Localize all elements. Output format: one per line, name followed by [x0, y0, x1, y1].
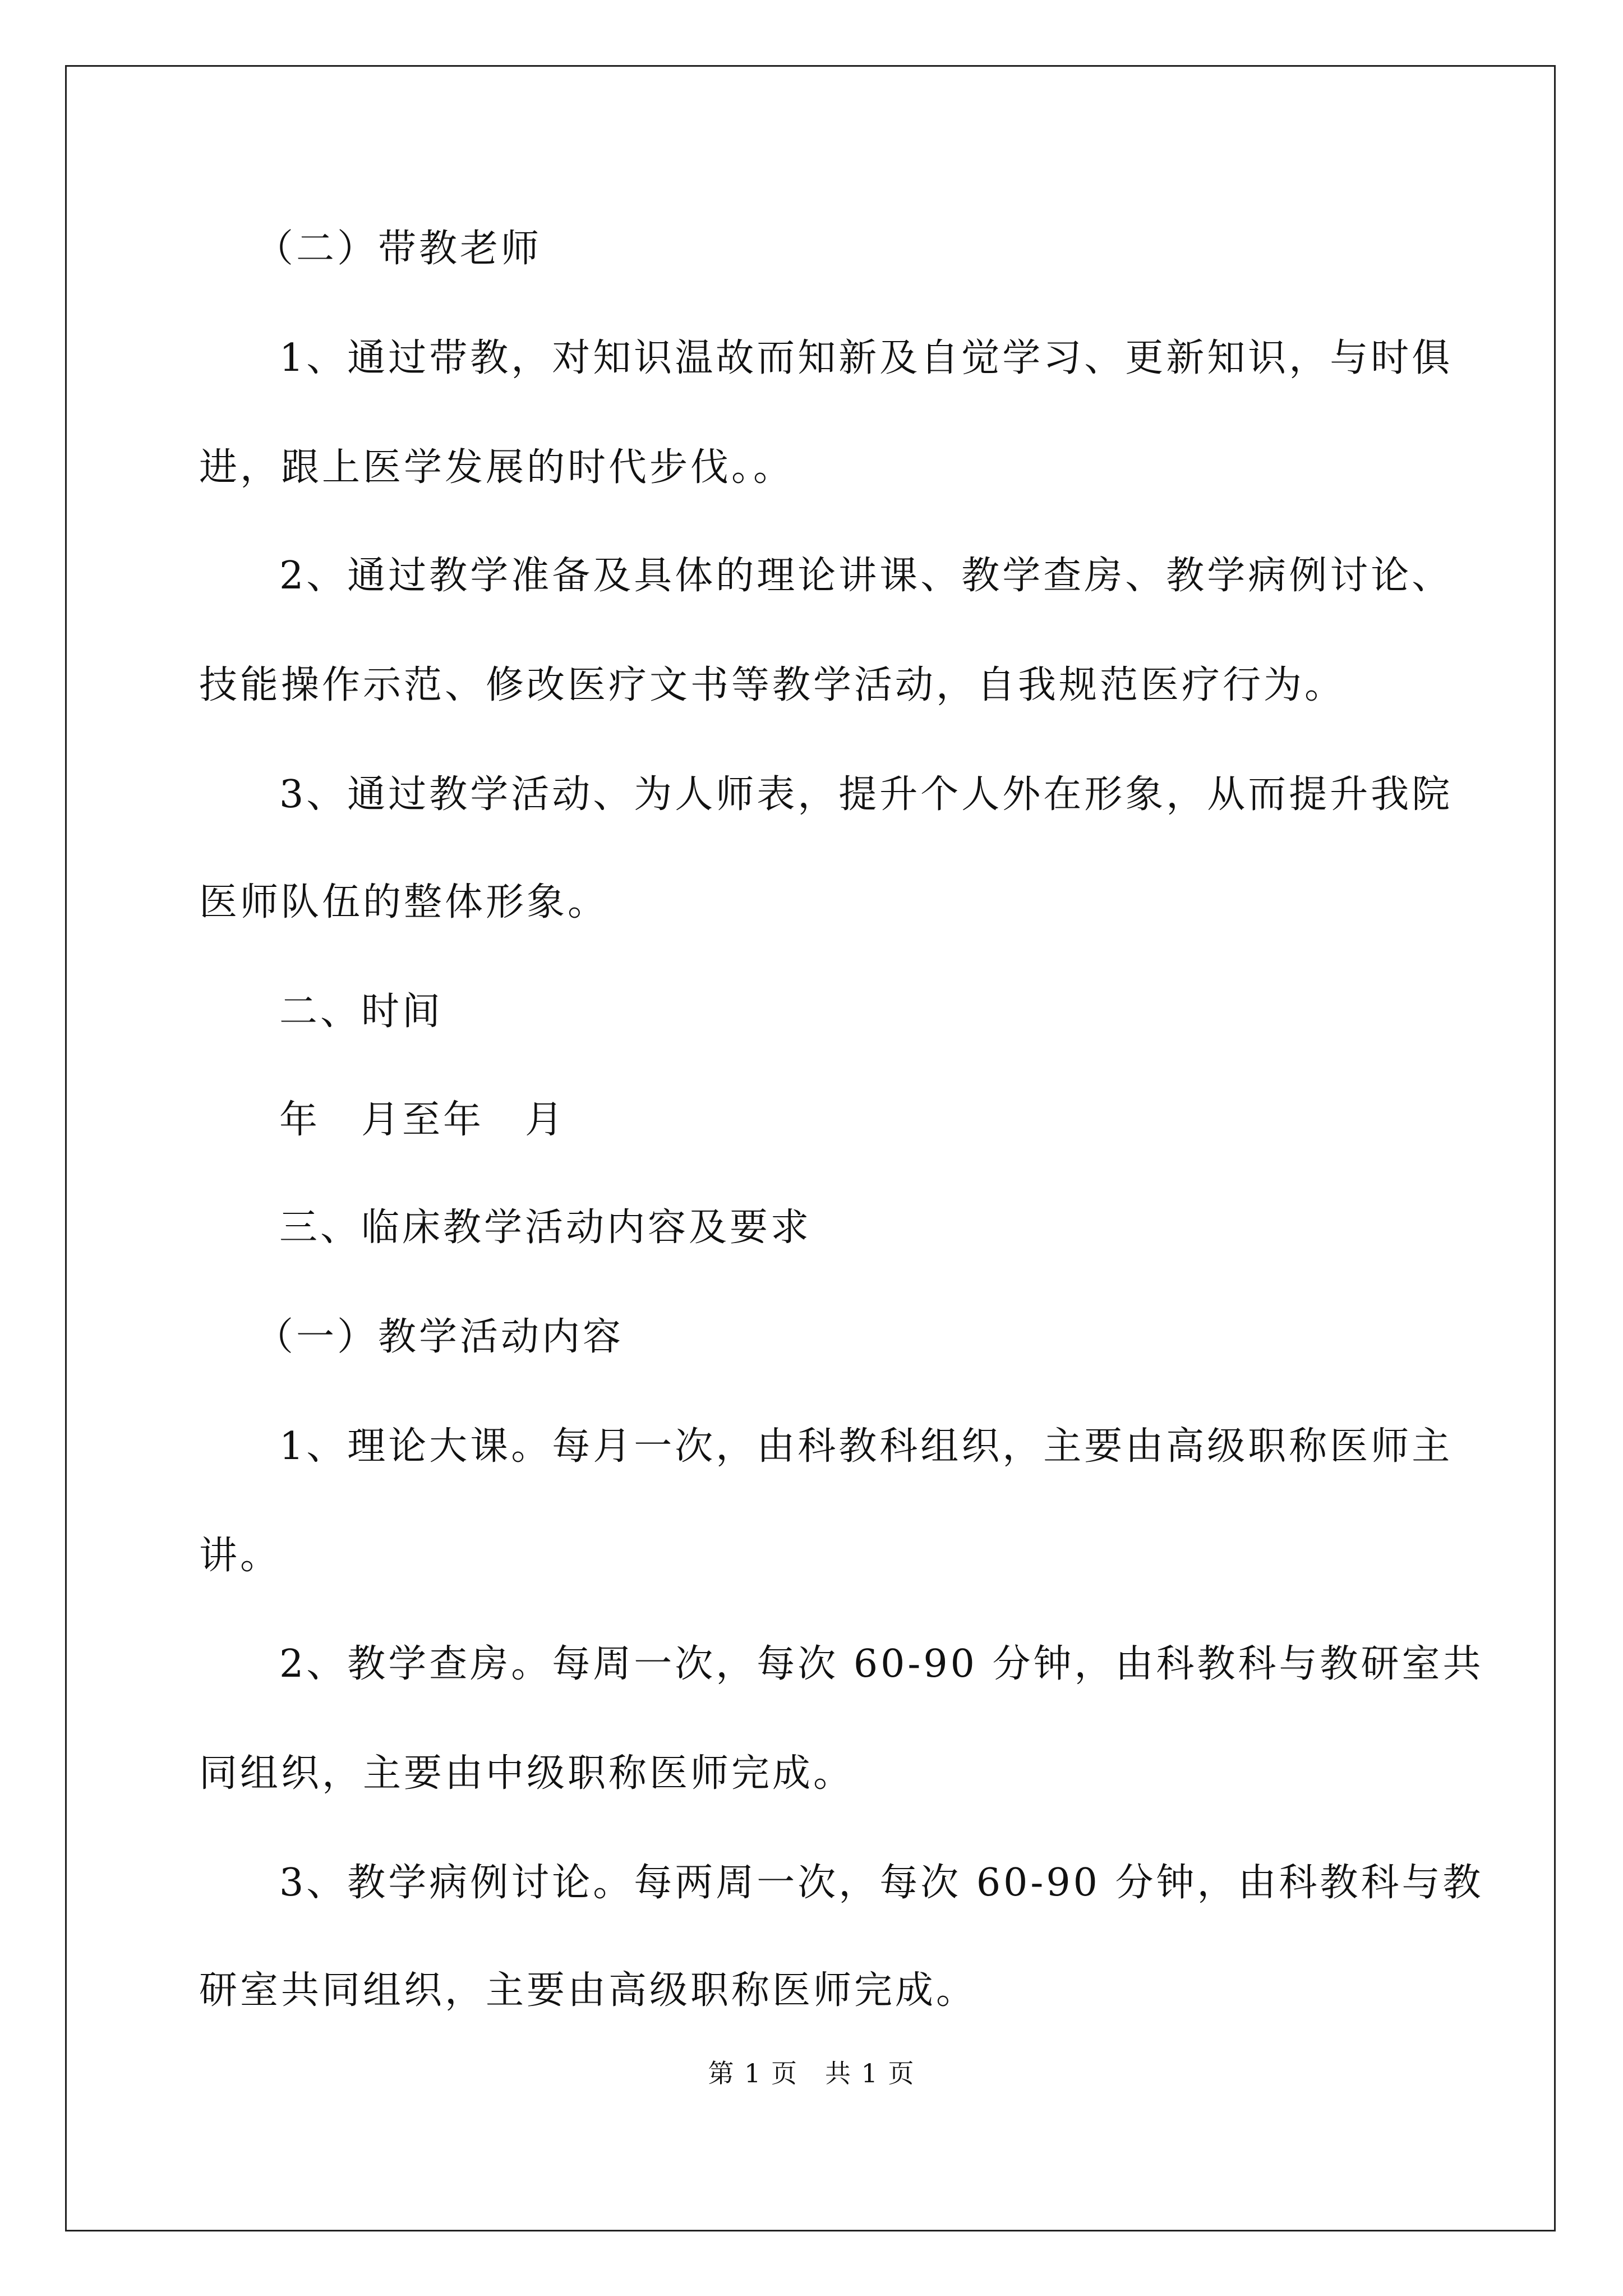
- subsection-heading-content: （一）教学活动内容: [255, 1315, 624, 1359]
- paragraph-line: 2、通过教学准备及具体的理论讲课、教学查房、教学病例讨论、: [279, 554, 1453, 598]
- paragraph-line: 3、通过教学活动、为人师表，提升个人外在形象，从而提升我院: [279, 772, 1453, 817]
- paragraph-line: 同组织，主要由中级职称医师完成。: [199, 1751, 855, 1796]
- section-heading-teacher: （二）带教老师: [255, 227, 542, 271]
- paragraph-line: 技能操作示范、修改医疗文书等教学活动，自我规范医疗行为。: [199, 663, 1346, 707]
- paragraph-line: 讲。: [199, 1534, 282, 1578]
- paragraph-line: 医师队伍的整体形象。: [199, 880, 609, 924]
- paragraph-line: 1、通过带教，对知识温故而知新及自觉学习、更新知识，与时俱: [279, 336, 1453, 380]
- page-frame: [65, 65, 1556, 2231]
- paragraph-line: 研室共同组织，主要由高级职称医师完成。: [199, 1968, 978, 2013]
- section-heading-time: 二、时间: [279, 990, 444, 1034]
- paragraph-line: 1、理论大课。每月一次，由科教科组织，主要由高级职称医师主: [279, 1424, 1453, 1469]
- paragraph-line: 3、教学病例讨论。每两周一次，每次 60-90 分钟，由科教科与教: [279, 1861, 1484, 1905]
- section-heading-activities: 三、临床教学活动内容及要求: [279, 1205, 812, 1250]
- paragraph-line: 2、教学查房。每周一次，每次 60-90 分钟，由科教科与教研室共: [279, 1642, 1484, 1686]
- paragraph-line: 进，跟上医学发展的时代步伐。。: [199, 445, 795, 490]
- paragraph-line: 年 月至年 月: [279, 1098, 566, 1142]
- page-number-footer: 第 1 页 共 1 页: [708, 2058, 915, 2088]
